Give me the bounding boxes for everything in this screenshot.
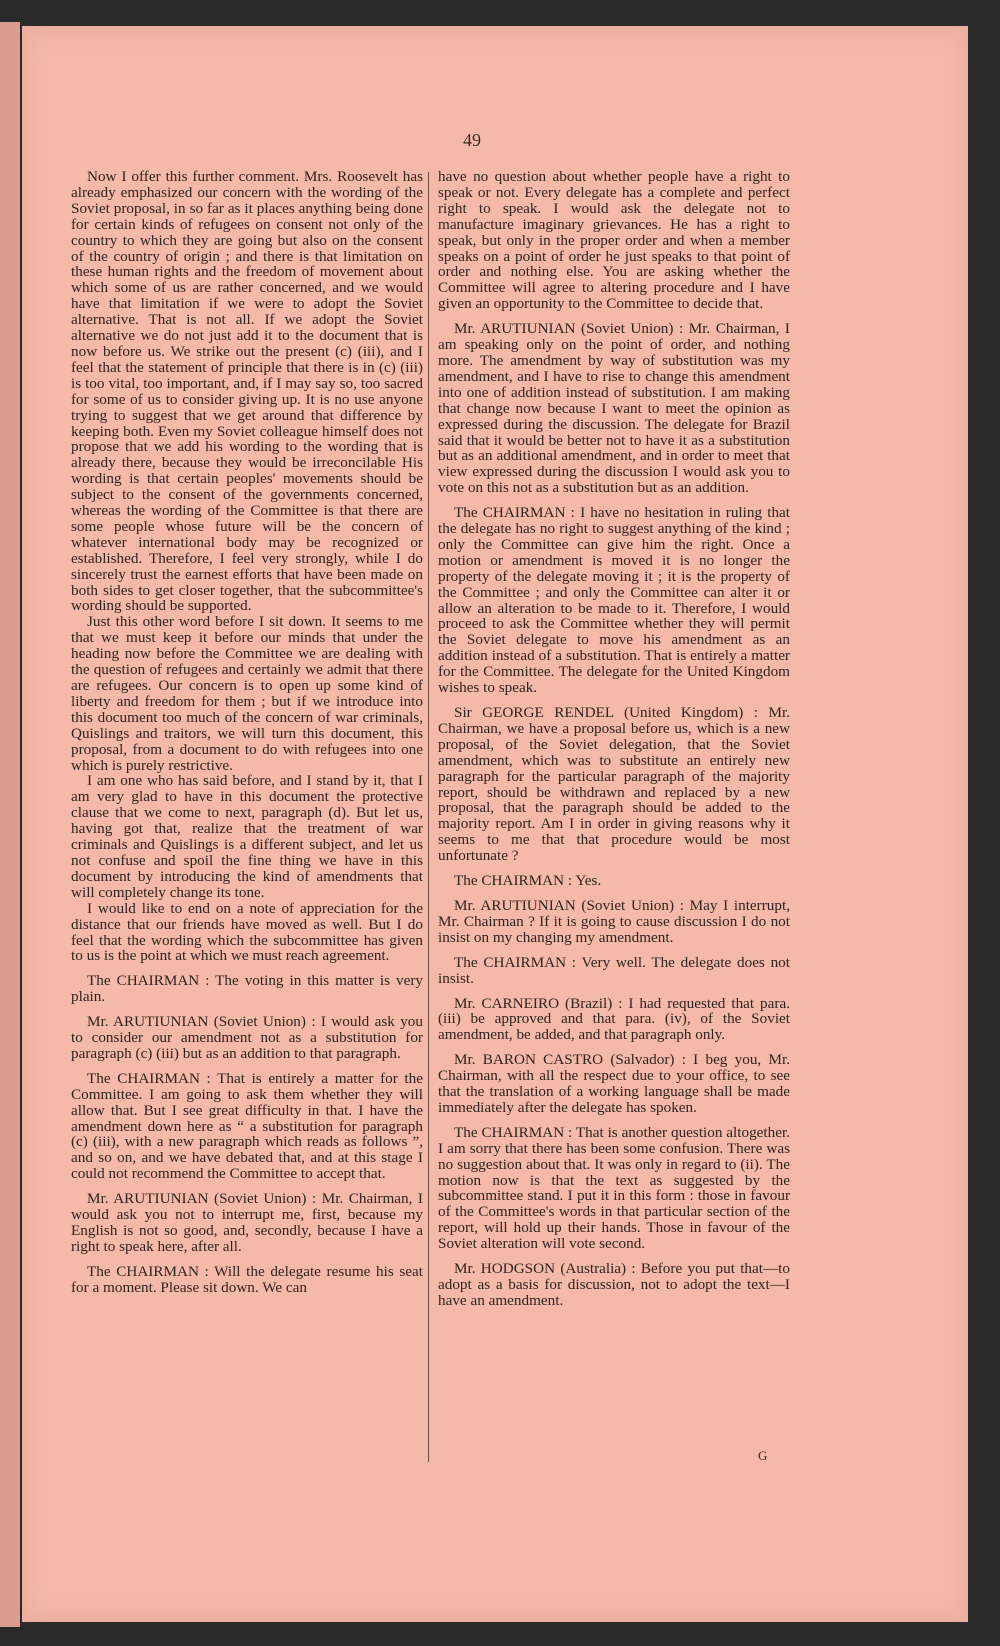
paragraph: Mr. ARUTIUNIAN (Soviet Union) : Mr. Chairman, I would ask you not to interrupt me, first, because my English is not so good, and, secondly, because I have a right to speak here, after all. — [71, 1190, 423, 1255]
right-column — [438, 169, 790, 1309]
document-page — [22, 26, 968, 1622]
paragraph: The CHAIRMAN : Yes. — [454, 872, 602, 890]
paragraph: The CHAIRMAN : Very well. The delegate does not insist. — [438, 953, 790, 987]
paragraph: I would like to end on a note of appreciation for the distance that our friends have moved as well. But I do feel that the wording which the subcommittee has given to us is the point at which we must reach agreement. — [71, 899, 423, 965]
paragraph: Sir GEORGE RENDEL (United Kingdom) : Mr. Chairman, we have a proposal before us, which is a new proposal, of the Soviet delegation, that the Soviet amendment, which was to substitute an entirely new paragraph for the particular paragraph of the majority report, should be withdrawn and replaced by a new proposal, that the paragraph should be added to the majority report. Am I in order in giving reasons why it seems to me that that procedure would be most unfortunate ? — [438, 704, 790, 865]
paragraph: Mr. ARUTIUNIAN (Soviet Union) : May I interrupt, Mr. Chairman ? If it is going to cause discussion I do not insist on my changing my amendment. — [438, 896, 790, 946]
paragraph: Mr. HODGSON (Australia) : Before you put that—to adopt as a basis for discussion, not to adopt the text—I have an amendment. — [438, 1260, 790, 1309]
paragraph: Mr. BARON CASTRO (Salvador) : I beg you, Mr. Chairman, with all the respect due to your office, to see that the translation of a working language shall be made immediately after the delegate has spoken. — [438, 1051, 790, 1116]
paragraph: The CHAIRMAN : The voting in this matter is very plain. — [71, 972, 423, 1006]
page-number: 49 — [463, 130, 481, 150]
signature-mark: G — [758, 1448, 768, 1463]
column-divider — [428, 172, 429, 1462]
paragraph: Now I offer this further comment. Mrs. Roosevelt has already emphasized our concern with the wording of the Soviet proposal, in so far as it places anything being done for certain kinds of refugees on consent not only of the country to which they are going but also on the consent of the country of origin ; and there is that limitation on these human rights and the freedom of movement about which some of us are rather concerned, and we would have that limitation if we were to adopt the Soviet alternative. That is not all. If we adopt the Soviet alternative we do not just add it to the document that is now before us. We strike out the present (c) (iii), and I feel that the statement of principle that there is in (c) (iii) is too vital, too important, and, if I may say so, too sacred for some of us to consider giving up. It is no use anyone trying to suggest that we get around that difference by keeping both. Even my Soviet colleague himself does not propose that we add his wording to the wording that is already there, because they would be irreconcilable His wording is that certain peoples' movements should be subject to the consent of the governments concerned, whereas the wording of the Committee is that there are some people whose future will be the concern of whatever international body may be recognized or established. Therefore, I feel very strongly, while I do sincerely trust the earnest efforts that have been made on both sides to get closer together, that the subcommittee's wording should be supported. — [71, 168, 423, 615]
paragraph: The CHAIRMAN : That is entirely a matter for the Committee. I am going to ask them whether they will allow that. But I see great difficulty in that. I have the amendment down here as “ a substitution for paragraph (c) (iii), with a new paragraph which reads as follows ”, and so on, and we have debated that, and at this stage I could not recommend the Committee to accept that. — [71, 1069, 423, 1183]
left-column — [71, 169, 423, 1296]
paragraph: The CHAIRMAN : That is another question altogether. I am sorry that there has been some confusion. There was no suggestion about that. It was only in regard to (ii). The motion now is that the text as suggested by the subcommittee stand. I put it in this form : those in favour of the Committee's words in that particular section of the report, will hold up their hands. Those in favour of the Soviet alteration will vote second. — [438, 1123, 790, 1253]
paragraph: Mr. ARUTIUNIAN (Soviet Union) : Mr. Chairman, I am speaking only on the point of order, and nothing more. The amendment by way of substitution was my amendment, and I have to rise to change this amendment into one of addition instead of substitution. I am making that change now because I want to meet the opinion as expressed during the discussion. The delegate for Brazil said that it would be better not to have it as a substitution but as an additional amendment, and in order to meet that view expressed during the discussion I would ask you to vote on this not as a substitution but as an addition. — [438, 320, 790, 497]
paragraph: Mr. CARNEIRO (Brazil) : I had requested that para. (iii) be approved and that para. (iv), of the Soviet amendment, be added, and that paragraph only. — [438, 994, 790, 1044]
paragraph: Just this other word before I sit down. It seems to me that we must keep it before our minds that under the heading now before the Committee we are dealing with the question of refugees and certainly we admit that there are refugees. Our concern is to open up some kind of liberty and freedom for them ; but if we introduce into this document too much of the concern of war criminals, Quislings and traitors, we will turn this document, this proposal, from a document to do with refugees into one which is purely restrictive. — [71, 613, 423, 774]
previous-page-edge — [0, 22, 20, 1627]
paragraph: The CHAIRMAN : Will the delegate resume his seat for a moment. Please sit down. We can — [71, 1262, 423, 1296]
paragraph: have no question about whether people have a right to speak or not. Every delegate has a complete and perfect right to speak. I would ask the delegate not to manufacture imaginary grievances. He has a right to speak, but only in the proper order and when a member speaks on a point of order he just speaks to that point of order and nothing else. You are asking whether the Committee will agree to altering procedure and I have given an opportunity to the Committee to decide that. — [438, 168, 790, 313]
paragraph: Mr. ARUTIUNIAN (Soviet Union) : I would ask you to consider our amendment not as a substitution for paragraph (c) (iii) but as an addition to that paragraph. — [71, 1013, 423, 1062]
paragraph: I am one who has said before, and I stand by it, that I am very glad to have in this document the protective clause that we come to next, paragraph (d). But let us, having got that, realize that the treatment of war criminals and Quislings is a different subject, and let us not confuse and spoil the fine thing we have in this document by introducing the kind of amendments that will completely change its tone. — [71, 772, 423, 901]
paragraph: The CHAIRMAN : I have no hesitation in ruling that the delegate has no right to suggest anything of the kind ; only the Committee can give him the right. Once a motion or amendment is moved it is no longer the property of the delegate moving it ; it is the property of the Committee ; and only the Committee can alter it or allow an alteration to be made to it. Therefore, I would proceed to ask the Committee whether they will permit the Soviet delegate to move his amendment as an addition instead of a substitution. That is entirely a matter for the Committee. The delegate for the United Kingdom wishes to speak. — [438, 504, 790, 697]
